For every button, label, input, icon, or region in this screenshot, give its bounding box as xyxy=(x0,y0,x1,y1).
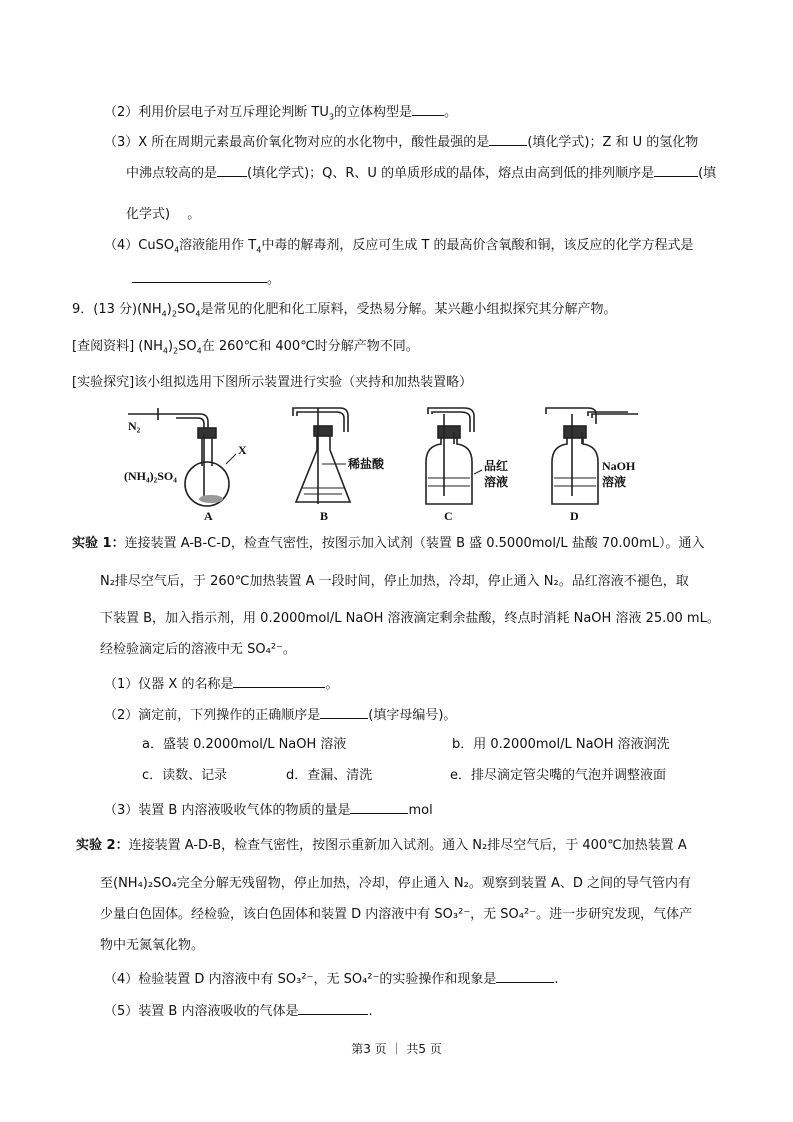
answer-blank[interactable] xyxy=(654,162,698,177)
exp2-line1: 实验 2：连接装置 A-D-B，检查气密性，按图示重新加入试剂。通入 N₂排尽空气后，于 400℃加热装置 A xyxy=(76,838,687,853)
label-n2: N₂ xyxy=(128,419,141,433)
label-b: B xyxy=(320,509,329,523)
answer-blank[interactable] xyxy=(298,1000,368,1015)
q9-intro: 9．(13 分)$(NH_4)_2SO_4$是常见的化肥和化工原料，受热易分解。某兴趣小组拟探究其分解产物。 xyxy=(72,302,617,319)
label-naoh-1: NaOH xyxy=(602,459,636,473)
exp1-line1: 实验 1：连接装置 A-B-C-D，检查气密性，按图示加入试剂（装置 B 盛 0.5000mol/L 盐酸 70.00mL）。通入 xyxy=(72,536,705,551)
option-c: c．读数、记录 xyxy=(142,768,228,783)
label-a: A xyxy=(204,509,213,523)
answer-blank[interactable] xyxy=(217,162,247,177)
device-a xyxy=(128,408,236,506)
q8-part4-answer: 。 xyxy=(132,268,280,289)
option-e: e．排尽滴定管尖嘴的气泡并调整液面 xyxy=(450,768,666,783)
answer-blank[interactable] xyxy=(233,673,325,688)
q8-part2: （2）利用价层电子对互斥理论判断 $TU_3$的立体构型是 。 xyxy=(104,101,457,122)
answer-blank[interactable] xyxy=(412,101,444,116)
q8-part3-line3: 化学式) 。 xyxy=(126,207,201,222)
device-c xyxy=(426,408,482,504)
answer-blank[interactable] xyxy=(350,799,408,814)
exp2-line2: 至(NH₄)₂SO₄完全分解无残留物，停止加热，冷却，停止通入 N₂。观察到装置 A、D 之间的导气管内有 xyxy=(100,876,691,891)
exp2-q4: （4）检验装置 D 内溶液中有 SO₃²⁻，无 SO₄²⁻的实验操作和现象是 . xyxy=(104,968,559,989)
label-d: D xyxy=(570,509,579,523)
label-magenta-2: 溶液 xyxy=(484,475,509,489)
exp2-line3: 少量白色固体。经检验，该白色固体和装置 D 内溶液中有 SO₃²⁻，无 SO₄²⁻。进一步研究发现，气体产 xyxy=(100,907,693,922)
label-magenta-1: 品红 xyxy=(484,459,509,473)
device-b xyxy=(293,408,350,504)
label-x: X xyxy=(238,443,247,457)
label-ammonium-sulfate: (NH₄)₂SO₄ xyxy=(124,469,177,483)
exp2-line4: 物中无氮氧化物。 xyxy=(100,938,205,953)
option-a: a．盛装 0.2000mol/L NaOH 溶液 xyxy=(142,737,347,752)
q9-explore: [实验探究]该小组拟选用下图所示装置进行实验（夹持和加热装置略） xyxy=(72,375,473,390)
label-dilute-hcl: 稀盐酸 xyxy=(348,457,385,471)
answer-blank[interactable] xyxy=(320,704,368,719)
exp2-q5: （5）装置 B 内溶液吸收的气体是 . xyxy=(104,1000,373,1021)
q9-info: [查阅资料] $(NH_4)_2SO_4$在 260℃和 400℃时分解产物不同。 xyxy=(72,339,419,356)
exp1-q1: （1）仪器 X 的名称是 。 xyxy=(104,673,338,694)
device-d xyxy=(546,408,638,504)
q8-part3-line2: 中沸点较高的是 (填化学式)；Q、R、U 的单质形成的晶体，熔点由高到低的排列顺序是 (填 xyxy=(126,162,716,183)
exp1-line3: 下装置 B，加入指示剂，用 0.2000mol/L NaOH 溶液滴定剩余盐酸，终点时消耗 NaOH 溶液 25.00 mL。 xyxy=(100,611,720,626)
answer-blank[interactable] xyxy=(496,968,554,983)
exp1-line4: 经检验滴定后的溶液中无 SO₄²⁻。 xyxy=(100,642,296,657)
page-footer: 第3 页 ｜ 共5 页 xyxy=(351,1042,442,1056)
q8-part4: （4）CuSO$_4$溶液能用作 $T_4$中毒的解毒剂，反应可生成 T 的最高价含氧酸和铜，该反应的化学方程式是 xyxy=(104,238,694,255)
apparatus-figure xyxy=(118,404,658,526)
option-b: b．用 0.2000mol/L NaOH 溶液润洗 xyxy=(452,737,670,752)
answer-blank[interactable] xyxy=(132,268,267,283)
exp1-q3: （3）装置 B 内溶液吸收气体的物质的量是 mol xyxy=(104,799,433,820)
q8-part3-line1: （3）X 所在周期元素最高价氧化物对应的水化物中，酸性最强的是 (填化学式)；Z 和 U 的氢化物 xyxy=(104,131,698,152)
option-d: d．查漏、清洗 xyxy=(286,768,373,783)
answer-blank[interactable] xyxy=(489,131,527,146)
label-c: C xyxy=(444,509,453,523)
exp1-line2: N₂排尽空气后，于 260℃加热装置 A 一段时间，停止加热，冷却，停止通入 N₂。品红溶液不褪色，取 xyxy=(100,574,689,589)
label-naoh-2: 溶液 xyxy=(602,475,627,489)
exp1-q2: （2）滴定前，下列操作的正确顺序是 (填字母编号)。 xyxy=(104,704,456,725)
